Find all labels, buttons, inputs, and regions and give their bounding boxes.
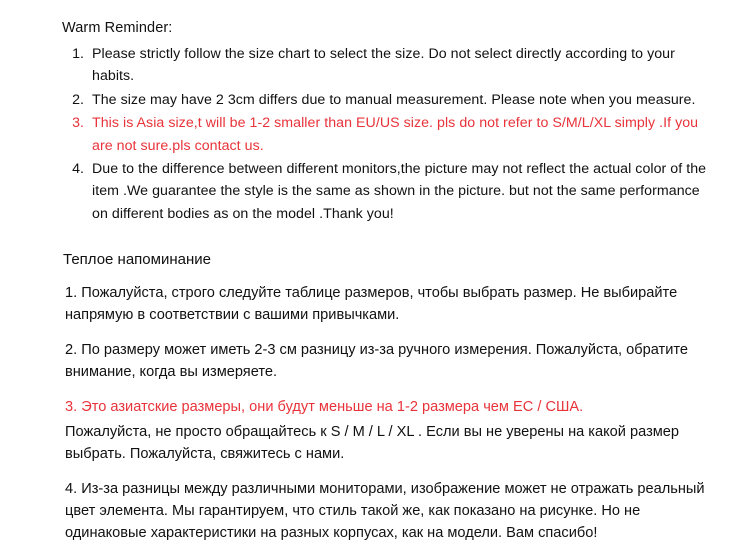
russian-section [62,249,716,544]
english-title: Warm Reminder: [62,20,173,36]
russian-paragraph-3-continued: Пожалуйста, не просто обращайтесь к S / M / L / XL . Если вы не уверены на какой размер выбрать. Пожалуйста, свяжитесь с нами. [65,423,680,462]
english-item-text: The size may have 2 3cm differs due to manual measurement. Please note when you measure. [92,91,696,108]
list-item [88,158,716,225]
russian-paragraph-4: 4. Из-за разницы между различными мониторами, изображение может не отражать реальный цвет элемента. Мы гарантируем, что стиль такой же, как показано на рисунке. Но не одинаковые характеристики на разных корпусах, как на модели. Вам спасибо! [65,480,705,542]
russian-paragraph-1: 1. Пожалуйста, строго следуйте таблице размеров, чтобы выбрать размер. Не выбирайте напрямую в соответствии с вашими привычками. [65,284,678,323]
english-item-text: Due to the difference between different monitors,the picture may not reflect the actual color of the item .We guarantee the style is the same as shown in the picture. but not the same performance on different bodies as on the model .Thank you! [92,160,707,222]
list-item [88,89,716,111]
list-item [88,112,716,157]
english-item-text: This is Asia size,t will be 1-2 smaller than EU/US size. pls do not refer to S/M/L/XL simply .If you are not sure.pls contact us. [92,115,699,154]
russian-paragraph-2: 2. По размеру может иметь 2-3 см разницу из-за ручного измерения. Пожалуйста, обратите внимание, когда вы измеряете. [65,342,688,381]
english-item-text: Please strictly follow the size chart to select the size. Do not select directly according to your habits. [92,45,675,85]
russian-title: Теплое напоминание [63,251,211,269]
english-reminder-list [62,43,716,226]
list-item [88,43,716,88]
english-section [62,18,716,225]
russian-paragraph-3-highlight: 3. Это азиатские размеры, они будут меньше на 1-2 размера чем ЕС / США. [65,399,584,416]
